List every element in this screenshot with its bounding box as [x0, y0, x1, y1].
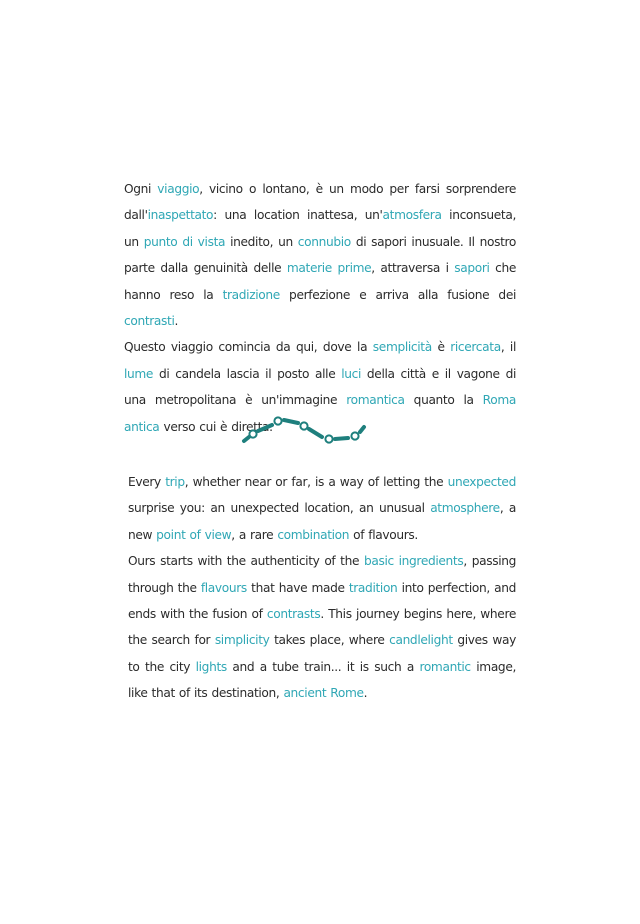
text-segment: Ogni — [124, 182, 158, 196]
highlight-word: atmosphere — [430, 501, 500, 516]
highlight-word: Roma antica — [124, 393, 516, 434]
highlight-word: lights — [195, 659, 227, 674]
text-segment: , vicino o lontano, è un modo per farsi sorprendere dall' — [124, 182, 516, 223]
highlight-word: candlelight — [389, 633, 453, 648]
text-segment: , il — [500, 340, 517, 355]
text-segment: gives way to the city — [128, 633, 516, 674]
english-paragraph-2 — [128, 548, 516, 706]
italian-paragraph-1 — [124, 176, 516, 334]
text-segment: . This journey begins here, where the search for — [128, 607, 516, 648]
highlight-word: punto di vista — [143, 234, 226, 249]
text-segment: verso cui è diretta. — [159, 419, 273, 434]
highlight-word: romantic — [419, 659, 471, 674]
text-segment: perfezione e arriva alla fusione dei — [279, 287, 516, 302]
text-segment: into perfection, and ends with the fusion of — [128, 580, 517, 622]
text-segment: , passing through the — [128, 554, 516, 595]
highlight-word: romantica — [346, 393, 405, 408]
text-segment: , a new — [128, 501, 516, 542]
text-segment: and a tube train... it is such a — [226, 659, 420, 674]
text-segment: , a rare — [231, 527, 278, 542]
highlight-word: tradizione — [222, 287, 280, 302]
highlight-word: contrasti — [124, 314, 175, 329]
text-segment: image, like that of its destination, — [128, 659, 516, 701]
highlight-word: sapori — [454, 261, 490, 276]
highlight-word: atmosfera — [382, 208, 442, 223]
text-segment: Ours starts with the authenticity of the — [128, 554, 364, 569]
text-segment: that have made — [246, 580, 349, 595]
text-segment: della città e il vagone di una metropolitana è un'immagine — [124, 366, 516, 408]
highlight-word: ancient Rome — [283, 686, 364, 701]
text-segment: è — [431, 340, 451, 355]
highlight-word: unexpected — [447, 475, 516, 489]
text-segment: of flavours. — [349, 527, 418, 542]
highlight-word: simplicity — [214, 633, 270, 648]
text-segment: quanto la — [404, 393, 483, 408]
text-segment: di candela lascia il posto alle — [153, 366, 342, 381]
highlight-word: ricercata — [450, 340, 501, 355]
highlight-word: connubio — [297, 234, 351, 249]
english-paragraph-1 — [128, 469, 516, 548]
text-segment: Questo viaggio comincia da qui, dove la — [124, 340, 373, 355]
text-segment: . — [174, 314, 179, 329]
english-text — [128, 469, 516, 707]
highlight-word: luci — [341, 366, 362, 381]
metro-line-icon — [238, 410, 372, 446]
highlight-word: combination — [277, 527, 350, 542]
highlight-word: semplicità — [372, 340, 432, 355]
highlight-word: materie prime — [286, 261, 372, 276]
highlight-word: contrasts — [266, 607, 321, 622]
highlight-word: flavours — [200, 580, 247, 595]
text-segment: , attraversa i — [371, 261, 455, 276]
highlight-word: basic ingredients — [363, 554, 464, 569]
highlight-word: lume — [124, 366, 154, 381]
text-segment: Every — [128, 475, 166, 489]
highlight-word: tradition — [348, 580, 398, 595]
text-segment: che hanno reso la — [124, 261, 516, 302]
highlight-word: point of view — [156, 527, 232, 542]
text-segment: surprise you: an unexpected location, an unusual — [128, 501, 431, 516]
text-segment: , whether near or far, is a way of letting the — [184, 475, 448, 489]
highlight-word: viaggio — [157, 182, 200, 196]
text-segment: takes place, where — [269, 633, 390, 648]
text-segment: . — [363, 686, 368, 701]
highlight-word: trip — [165, 475, 185, 489]
text-segment: inconsueta, un — [124, 208, 516, 249]
highlight-word: inaspettato — [147, 208, 214, 223]
text-segment: inedito, un — [225, 234, 298, 249]
text-segment: : una location inattesa, un' — [213, 208, 383, 223]
text-segment: di sapori inusuale. Il nostro parte dalla genuinità delle — [124, 234, 516, 276]
italian-text — [124, 176, 516, 440]
